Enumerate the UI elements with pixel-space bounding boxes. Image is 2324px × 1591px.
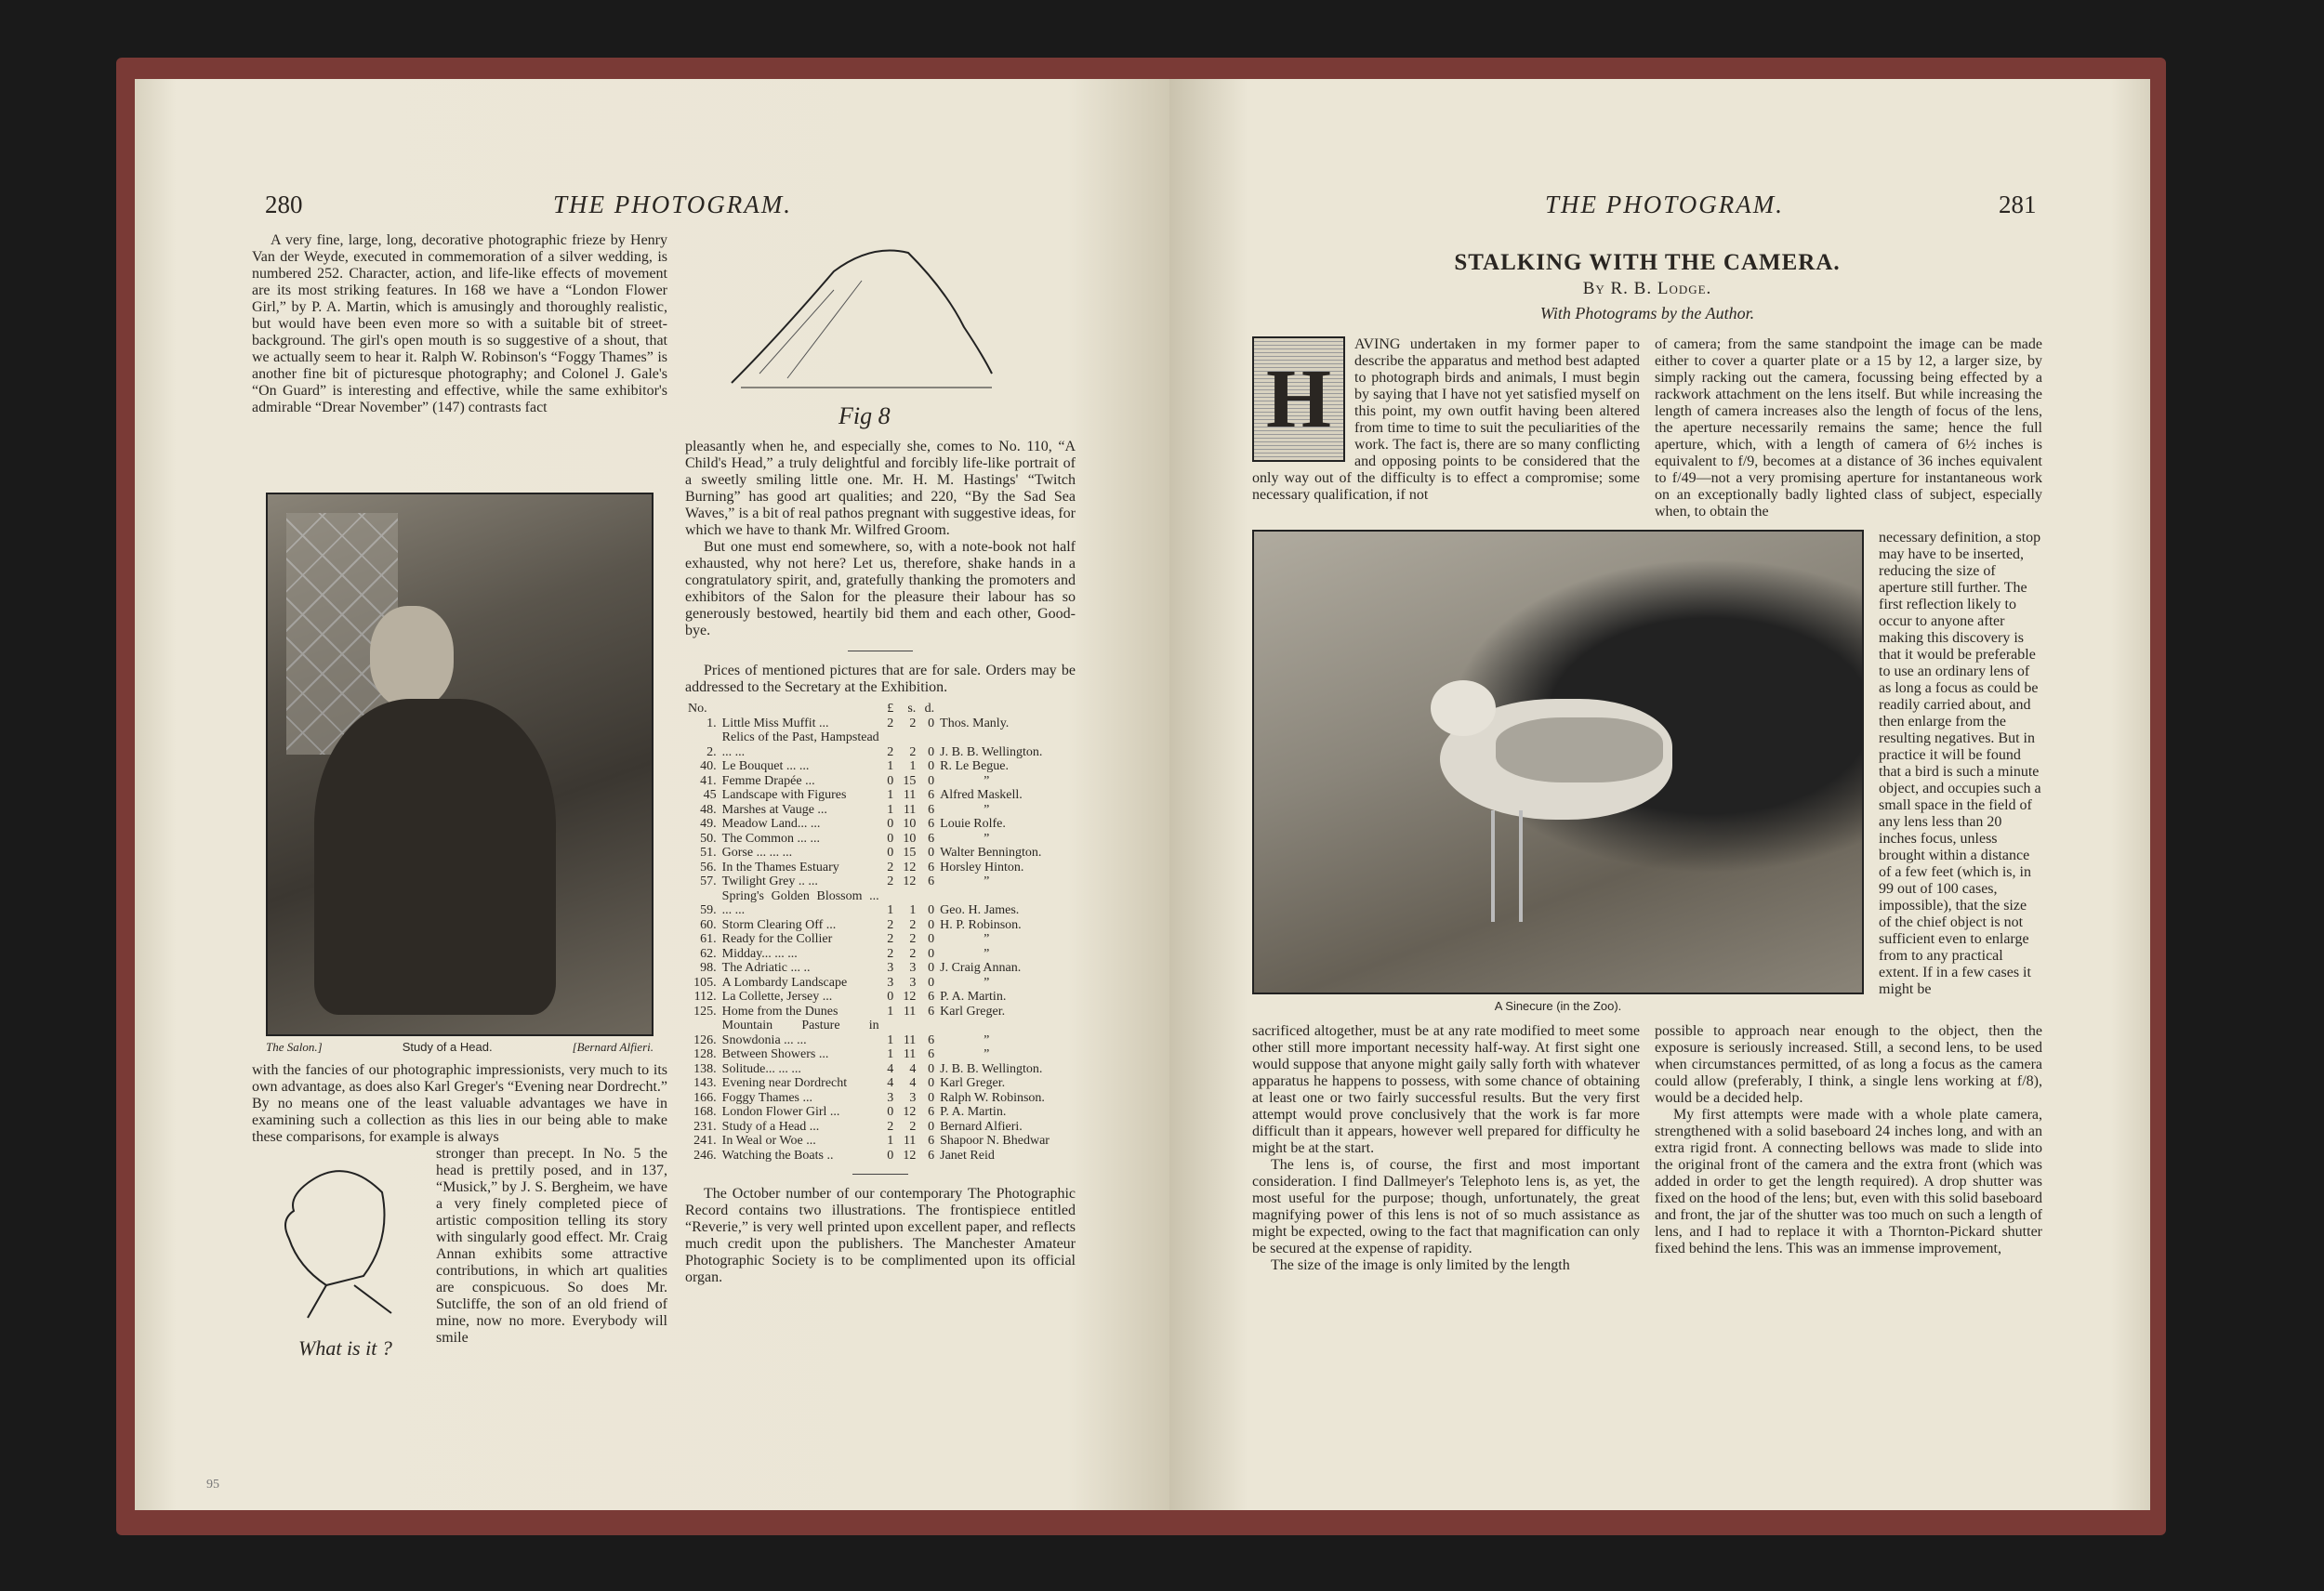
row-number: 59.: [700, 903, 717, 917]
row-pence: 0: [928, 917, 935, 932]
row-pence: 0: [928, 1076, 935, 1090]
left-col2: [685, 234, 1076, 1286]
row-pounds: 2: [887, 946, 894, 961]
row-title: In Weal or Woe ...: [721, 1134, 816, 1148]
fig-caption: Fig 8: [838, 402, 891, 429]
photo-caption-right: [Bernard Alfieri.: [572, 1040, 654, 1054]
row-number: 112.: [693, 990, 717, 1004]
table-row: [685, 990, 1076, 1005]
row-number: 61.: [700, 932, 717, 946]
fig8-sketch: [722, 234, 1001, 401]
row-artist: Karl Greger.: [940, 1076, 1006, 1090]
row-artist: ”: [984, 773, 990, 788]
row-number: 241.: [693, 1134, 717, 1148]
row-pence: 6: [928, 802, 935, 817]
row-pence: 6: [928, 1105, 935, 1119]
col-pounds: £: [887, 702, 894, 716]
right-col2-bottom: [1655, 1023, 2042, 1257]
paragraph: The size of the image is only limited by the length: [1271, 1257, 1570, 1273]
row-pence: 0: [928, 1061, 935, 1076]
caricature-block: [252, 1146, 429, 1369]
row-number: 41.: [700, 773, 717, 788]
row-title: Solitude... ... ...: [721, 1061, 801, 1076]
row-number: 62.: [700, 946, 717, 961]
paragraph: possible to approach near enough to the object, then the exposure is seriously increased. Still, a second lens, to be used when circumstances permitted, of as long a focus as the camera could allow (preferably, I think, a single lens working at f/8), would be a decided help.: [1655, 1023, 2042, 1106]
row-number: 168.: [693, 1105, 717, 1119]
paragraph: with the fancies of our photographic impressionists, very much to its own advantage, as does also Karl Greger's “Evening near Dordrecht.” By no means one of the least valuable advantages we have in examining such a collection as this lies in our being able to make these comparisons, for example is always: [252, 1062, 667, 1145]
row-title: Le Bouquet ... ...: [721, 759, 810, 773]
row-artist: Karl Greger.: [940, 1004, 1006, 1019]
row-artist: ”: [984, 946, 990, 961]
col-artist: [937, 702, 1076, 717]
row-shillings: 12: [903, 1105, 917, 1119]
row-artist: J. Craig Annan.: [940, 961, 1022, 975]
paragraph: A very fine, large, long, decorative photographic frieze by Henry Van der Weyde, executed in commemoration of a silver wedding, is numbered 252. Character, action, and life-like effects of movement are its most striking features. In 168 we have a “London Flower Girl,” by P. A. Martin, which is amusingly and thoroughly realistic, but would have been even more so with a suitable bit of street-background. The girl's open mouth is so suggestive of a shout, that we actually seem to hear it. Ralph W. Robinson's “Foggy Thames” is another fine bit of picturesque photography; and Colonel J. Gale's “On Guard” is interesting and effective, while the same exhibitor's admirable “Drear November” (147) contrasts fact: [252, 232, 667, 415]
row-pounds: 3: [887, 1090, 894, 1105]
row-title: Between Showers ...: [721, 1047, 829, 1061]
row-title: Midday... ... ...: [721, 946, 798, 961]
row-shillings: 1: [909, 903, 917, 917]
sinecure-gull-photo: [1252, 530, 1864, 994]
paragraph: AVING undertaken in my former paper to describe the apparatus and method best adapted to photograph birds and animals, I must begin by saying that I have not yet satisfied myself on this point, my own outfit having been altered from time to time to suit the peculiarities of the work. The fact is, there are so many conflicting and opposing points to be considered that the only way out of the difficulty is to effect a compromise; some necessary qualification, if not: [1252, 336, 1640, 503]
row-pence: 0: [928, 961, 935, 975]
row-pounds: 2: [887, 874, 894, 888]
photo-caption-left: The Salon.]: [266, 1040, 323, 1054]
row-shillings: 2: [909, 946, 917, 961]
row-artist: J. B. B. Wellington.: [940, 744, 1043, 759]
prices-intro: Prices of mentioned pictures that are for sale. Orders may be addressed to the Secretary at the Exhibition.: [685, 663, 1076, 695]
paragraph: stronger than precept. In No. 5 the head is prettily posed, and in 137, “Musick,” by J. S. Bergheim, we have a very finely completed piece of artistic composition telling its story with singularly good effect. Mr. Craig Annan exhibits some attractive contributions, in which art qualities are conspicuous. So does Mr. Sutcliffe, the son of an old friend of mine, now no more. Everybody will smile: [436, 1146, 667, 1346]
row-number: 60.: [700, 917, 717, 932]
row-pounds: 1: [887, 1134, 894, 1148]
article-bottom-row: [1252, 1023, 2042, 1274]
table-row: [685, 1105, 1076, 1120]
row-pence: 6: [928, 874, 935, 888]
row-number: 98.: [700, 961, 717, 975]
paragraph: necessary definition, a stop may have to be inserted, reducing the size of aperture still further. The first reflection likely to occur to anyone after making this discovery is that it would be preferable to use an ordinary lens of as long a focus as could be readily carried about, and then enlarge from the resulting negatives. But in practice it will be found that a bird is such a minute object, and occupies such a small space in the field of any lens less than 20 inches focus, unless brought within a distance of a few feet (which is, in 99 out of 100 cases, impossible), that the size of the chief object is not sufficient even to enlarge from to any practical extent. If in a few cases it might be: [1879, 530, 2041, 997]
table-row: [685, 861, 1076, 875]
row-artist: Horsley Hinton.: [940, 860, 1024, 874]
left-col1: [252, 232, 667, 1369]
row-artist: J. B. B. Wellington.: [940, 1061, 1043, 1076]
row-shillings: 11: [903, 1134, 917, 1148]
row-pounds: 1: [887, 903, 894, 917]
row-shillings: 3: [909, 961, 917, 975]
article: [1252, 249, 2042, 1274]
row-pounds: 0: [887, 990, 894, 1004]
row-title: Foggy Thames ...: [721, 1090, 813, 1105]
row-title: A Lombardy Landscape: [721, 975, 848, 990]
row-pence: 6: [928, 831, 935, 846]
row-pence: 0: [928, 1119, 935, 1134]
row-shillings: 10: [903, 831, 917, 846]
table-row: [685, 1062, 1076, 1077]
row-title: Landscape with Figures: [721, 788, 847, 802]
right-col2-wrap: [1879, 530, 2042, 998]
row-pounds: 1: [887, 788, 894, 802]
table-row: [685, 717, 1076, 731]
right-col2-top: [1655, 336, 2042, 520]
photo-caption-row: [266, 1040, 654, 1055]
table-row: [685, 1149, 1076, 1164]
col-no: No.: [688, 702, 707, 716]
col-shillings: s.: [907, 702, 917, 716]
gull-head: [1431, 680, 1496, 736]
row-number: 51.: [700, 846, 717, 860]
paragraph: of camera; from the same standpoint the image can be made either to cover a quarter plate or a 15 by 12, a larger size, by simply racking out the camera, focussing being effected by a rackwork attachment on the lens itself. But while increasing the length of camera increases also the length of focus of the lens, the aperture necessarily remains the same; hence the full aperture, which, with a length of camera of 6½ inches is equivalent to f/9, becomes at a distance of 36 inches equivalent to f/49—not a very promising aperture for instantaneous work on an exceptionally badly lighted class of subject, especially when, to obtain the: [1655, 336, 2042, 519]
table-row: [685, 832, 1076, 847]
table-row: [685, 730, 1076, 759]
table-row: [685, 932, 1076, 947]
row-shillings: 10: [903, 817, 917, 831]
row-pence: 6: [928, 1148, 935, 1163]
article-title: STALKING WITH THE CAMERA.: [1454, 250, 1841, 275]
paragraph: pleasantly when he, and especially she, comes to No. 110, “A Child's Head,” a truly delightful and forcibly life-like portrait of a sweetly smiling little one. Mr. H. M. Hastings' “Twitch Burning” has good art qualities; and 220, “By the Sad Sea Waves,” is a bit of real pathos pregnant with suggestive ideas, for which we have to thank Mr. Wilfred Groom.: [685, 439, 1076, 538]
table-row: [685, 889, 1076, 918]
row-title: The Common ... ...: [721, 831, 821, 846]
row-title: In the Thames Estuary: [721, 860, 839, 874]
row-title: Relics of the Past, Hampstead ... ...: [721, 730, 879, 759]
row-pounds: 2: [887, 744, 894, 759]
page-number-right: 281: [1999, 191, 2037, 218]
row-artist: Geo. H. James.: [940, 903, 1020, 917]
row-pence: 0: [928, 759, 935, 773]
table-row: [685, 1120, 1076, 1135]
row-title: Little Miss Muffit ...: [721, 716, 829, 730]
row-artist: P. A. Martin.: [940, 990, 1007, 1004]
article-top-row: [1252, 336, 2042, 520]
row-shillings: 2: [909, 917, 917, 932]
row-shillings: 3: [909, 975, 917, 990]
row-pence: 0: [928, 932, 935, 946]
row-artist: Janet Reid: [940, 1148, 995, 1163]
row-shillings: 15: [903, 773, 917, 788]
table-row: [685, 1091, 1076, 1106]
row-artist: Alfred Maskell.: [940, 788, 1023, 802]
row-pounds: 2: [887, 860, 894, 874]
row-title: Gorse ... ... ...: [721, 846, 793, 860]
row-pence: 0: [928, 975, 935, 990]
row-number: 56.: [700, 860, 717, 874]
row-pounds: 0: [887, 773, 894, 788]
right-col1-bottom: [1252, 1023, 1640, 1274]
row-shillings: 11: [903, 788, 917, 802]
row-artist: H. P. Robinson.: [940, 917, 1022, 932]
row-number: 128.: [693, 1047, 717, 1061]
row-title: The Adriatic ... ..: [721, 961, 811, 975]
row-number: 1.: [706, 716, 717, 730]
gull-leg: [1491, 810, 1495, 922]
table-header: [685, 702, 1076, 717]
row-number: 49.: [700, 817, 717, 831]
table-row: [685, 846, 1076, 861]
row-number: 48.: [700, 802, 717, 817]
row-pounds: 2: [887, 932, 894, 946]
child-face: [370, 606, 454, 708]
paragraph: The October number of our contemporary The Photographic Record contains two illustrations. The frontispiece entitled “Reverie,” is very well printed upon excellent paper, and reflects much credit upon the publishers. The Manchester Amateur Photographic Society is to be complimented upon its official organ.: [685, 1186, 1076, 1285]
section-divider: [852, 1174, 908, 1175]
running-head-text: THE PHOTOGRAM.: [1545, 191, 1784, 218]
row-number: 105.: [693, 975, 717, 990]
row-title: London Flower Girl ...: [721, 1105, 840, 1119]
row-pence: 6: [928, 1004, 935, 1019]
child-coat: [314, 699, 556, 1015]
row-number: 231.: [693, 1119, 717, 1134]
row-pence: 6: [928, 860, 935, 874]
row-shillings: 11: [903, 1047, 917, 1061]
row-title: Spring's Golden Blossom ... ... ...: [721, 888, 879, 917]
row-pence: 0: [928, 744, 935, 759]
table-row: [685, 817, 1076, 832]
row-title: La Collette, Jersey ...: [721, 990, 833, 1004]
row-pence: 0: [928, 903, 935, 917]
row-title: Marshes at Vauge ...: [721, 802, 827, 817]
row-pence: 6: [928, 1032, 935, 1047]
row-number: 57.: [700, 874, 717, 888]
table-row: [685, 759, 1076, 774]
row-shillings: 11: [903, 802, 917, 817]
gull-leg: [1519, 810, 1523, 922]
col-pence: d.: [924, 702, 935, 716]
article-byline: By R. B. Lodge.: [1582, 279, 1712, 298]
row-title: Home from the Dunes: [721, 1004, 838, 1019]
row-artist: Louie Rolfe.: [940, 817, 1006, 831]
row-pounds: 0: [887, 1105, 894, 1119]
row-pence: 0: [928, 716, 935, 730]
row-pounds: 0: [887, 1148, 894, 1163]
row-pence: 6: [928, 990, 935, 1004]
photo-caption-gull: A Sinecure (in the Zoo).: [1494, 999, 1622, 1013]
row-title: Mountain Pasture in Snowdonia ... ...: [721, 1019, 879, 1047]
row-title: Femme Drapée ...: [721, 773, 815, 788]
table-row: [685, 1005, 1076, 1019]
row-pence: 0: [928, 1090, 935, 1105]
row-number: 246.: [693, 1148, 717, 1163]
paragraph: But one must end somewhere, so, with a note-book not half exhausted, why not here? Let us, therefore, shake hands in a congratulatory spirit, and, gratefully thanking the promoters and exhibitors of the Salon for the pleasure their labour has so generously bestowed, heartily bid them and each other, Good-bye.: [685, 539, 1076, 638]
row-artist: Ralph W. Robinson.: [940, 1090, 1045, 1105]
row-shillings: 12: [903, 990, 917, 1004]
row-shillings: 15: [903, 846, 917, 860]
table-row: [685, 774, 1076, 789]
photo-caption-center: Study of a Head.: [402, 1040, 493, 1054]
sketch-caption: What is it ?: [298, 1336, 392, 1360]
margin-mark: 95: [206, 1478, 219, 1492]
row-artist: ”: [984, 802, 990, 817]
paragraph: sacrificed altogether, must be at any rate modified to meet some other still more important necessity half-way. At first sight one would suppose that anyone might gaily sally forth with whatever apparatus he happens to possess, with some chance of obtaining at least one or two fairly successful results. But the very first attempt would prove conclusively that the work is far more difficult than it appears, however well prepared for difficulty he might be at the start.: [1252, 1023, 1640, 1156]
row-number: 2.: [706, 744, 717, 759]
table-row: [685, 947, 1076, 962]
table-row: [685, 788, 1076, 803]
row-pounds: 4: [887, 1076, 894, 1090]
paragraph: The lens is, of course, the first and most important consideration. I find Dallmeyer's Telephoto lens is, as yet, the most useful for the purpose; though, unfortunately, the great magnifying power of this lens is not of so much assistance as might be expected, owing to the fact that magnification can only be secured at the expense of rapidity.: [1252, 1157, 1640, 1256]
row-artist: Bernard Alfieri.: [940, 1119, 1023, 1134]
row-pounds: 0: [887, 831, 894, 846]
row-number: 125.: [693, 1004, 717, 1019]
table-row: [685, 1047, 1076, 1062]
row-shillings: 2: [909, 1119, 917, 1134]
row-pence: 0: [928, 773, 935, 788]
row-number: 45: [703, 788, 717, 802]
row-pounds: 2: [887, 1119, 894, 1134]
row-shillings: 11: [903, 1004, 917, 1019]
row-title: Ready for the Collier: [721, 932, 833, 946]
paragraph: My first attempts were made with a whole plate camera, strengthened with a solid baseboard 24 inches long, and with an extra rigid front. A connecting bellows was made to slide into the original front of the camera and the extra front (which was added in order to get the length required). A drop shutter was fixed on the hood of the lens; but, even with this solid baseboard and front, the jar of the shutter was too much on such a length of lens, and I had to replace it with a Thornton-Pickard shutter fixed behind the lens. This was an immense improvement,: [1655, 1107, 2042, 1256]
row-pence: 6: [928, 788, 935, 802]
row-pounds: 1: [887, 1032, 894, 1047]
gull-wing: [1496, 717, 1663, 782]
row-number: 166.: [693, 1090, 717, 1105]
row-title: Watching the Boats ..: [721, 1148, 834, 1163]
row-artist: Walter Bennington.: [940, 846, 1042, 860]
row-shillings: 12: [903, 874, 917, 888]
row-number: 138.: [693, 1061, 717, 1076]
study-of-a-head-photo: [266, 493, 654, 1036]
row-pounds: 1: [887, 802, 894, 817]
row-artist: ”: [984, 932, 990, 946]
gull-figure: [1252, 530, 1864, 1014]
row-artist: R. Le Begue.: [940, 759, 1010, 773]
table-row: [685, 918, 1076, 933]
row-pounds: 2: [887, 917, 894, 932]
row-number: 143.: [693, 1076, 717, 1090]
row-shillings: 4: [909, 1076, 917, 1090]
row-shillings: 4: [909, 1061, 917, 1076]
right-col1-top: [1252, 336, 1640, 504]
row-title: Storm Clearing Off ...: [721, 917, 837, 932]
row-title: Evening near Dordrecht: [721, 1076, 848, 1090]
row-pounds: 3: [887, 961, 894, 975]
row-shillings: 12: [903, 1148, 917, 1163]
table-row: [685, 1134, 1076, 1149]
row-artist: ”: [984, 1047, 990, 1061]
row-pence: 0: [928, 846, 935, 860]
drop-cap: H: [1252, 336, 1345, 462]
left-col1-wrap: [252, 1146, 667, 1360]
row-pounds: 3: [887, 975, 894, 990]
article-photo-row: [1252, 530, 2042, 1014]
row-number: 40.: [700, 759, 717, 773]
row-shillings: 3: [909, 1090, 917, 1105]
row-pounds: 1: [887, 1047, 894, 1061]
row-title: Twilight Grey .. ...: [721, 874, 818, 888]
table-row: [685, 976, 1076, 991]
prices-table: [685, 702, 1076, 1163]
caricature-sketch: [252, 1146, 410, 1332]
row-pence: 6: [928, 817, 935, 831]
row-artist: ”: [984, 831, 990, 846]
row-artist: ”: [984, 874, 990, 888]
table-row: [685, 961, 1076, 976]
row-pence: 6: [928, 1134, 935, 1148]
row-shillings: 2: [909, 932, 917, 946]
row-title: Study of a Head ...: [721, 1119, 820, 1134]
page-number-left: 280: [265, 191, 303, 218]
row-artist: ”: [984, 1032, 990, 1047]
row-artist: Shapoor N. Bhedwar: [940, 1134, 1050, 1148]
table-row: [685, 1076, 1076, 1091]
table-row: [685, 803, 1076, 818]
running-head-right: [1545, 191, 1784, 218]
row-artist: ”: [984, 975, 990, 990]
row-pounds: 4: [887, 1061, 894, 1076]
row-pounds: 1: [887, 1004, 894, 1019]
row-pounds: 1: [887, 759, 894, 773]
row-number: 126.: [693, 1032, 717, 1047]
row-shillings: 2: [909, 744, 917, 759]
row-shillings: 12: [903, 860, 917, 874]
running-head-left: [553, 191, 792, 218]
row-pence: 0: [928, 946, 935, 961]
running-head-text: THE PHOTOGRAM.: [553, 191, 792, 218]
row-shillings: 1: [909, 759, 917, 773]
row-shillings: 2: [909, 716, 917, 730]
row-shillings: 11: [903, 1032, 917, 1047]
row-title: Meadow Land... ...: [721, 817, 821, 831]
row-pence: 6: [928, 1047, 935, 1061]
row-pounds: 2: [887, 716, 894, 730]
row-artist: Thos. Manly.: [940, 716, 1010, 730]
article-subtitle: With Photograms by the Author.: [1539, 304, 1755, 322]
row-number: 50.: [700, 831, 717, 846]
row-artist: P. A. Martin.: [940, 1105, 1007, 1119]
left-col1-top: [252, 232, 667, 493]
row-pounds: 0: [887, 817, 894, 831]
row-pounds: 0: [887, 846, 894, 860]
table-row: [685, 1019, 1076, 1047]
table-row: [685, 874, 1076, 889]
